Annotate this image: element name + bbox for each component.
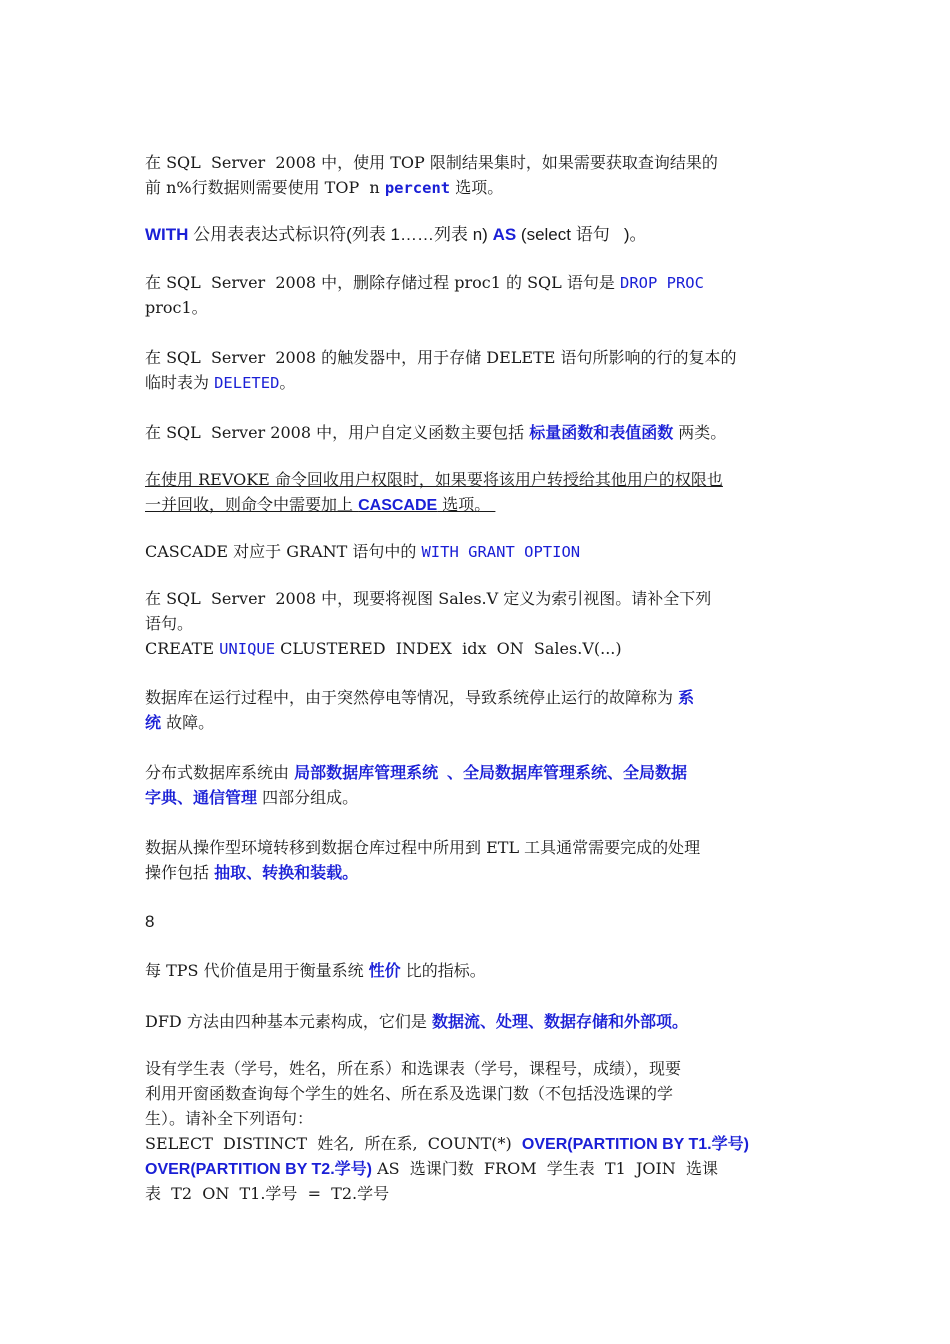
answer-text: 局部数据库管理系统 、全局数据库管理系统、全局数据 bbox=[294, 765, 687, 782]
question-line bbox=[145, 1131, 825, 1156]
answer-text: DROP PROC bbox=[619, 274, 704, 292]
question-deleted-table bbox=[145, 345, 825, 395]
question-tps bbox=[145, 958, 825, 983]
question-line bbox=[145, 270, 825, 295]
question-indexed-view bbox=[145, 586, 825, 661]
question-line bbox=[145, 222, 825, 247]
question-text: CREATE bbox=[145, 639, 220, 658]
answer-text: OVER(PARTITION BY T2.学号) bbox=[145, 1161, 372, 1178]
question-line bbox=[145, 785, 825, 810]
question-text: CASCADE 对应于 GRANT 语句中的 bbox=[145, 542, 422, 561]
question-line: 在使用 REVOKE 命令回收用户权限时，如果要将该用户转授给其他用户的权限也 bbox=[145, 470, 723, 489]
question-line bbox=[145, 539, 825, 564]
question-text: AS 选课门数 FROM 学生表 T1 JOIN 选课 bbox=[371, 1159, 718, 1178]
question-text: SELECT DISTINCT 姓名, 所在系, COUNT(*) bbox=[145, 1134, 522, 1153]
question-text: 分布式数据库系统由 bbox=[145, 763, 295, 782]
question-line: proc1。 bbox=[145, 298, 208, 317]
question-line: 在 SQL Server 2008 中，现要将视图 Sales.V 定义为索引视图。请补全下列 bbox=[145, 589, 712, 608]
question-text: 一并回收，则命令中需要加上 bbox=[145, 495, 359, 514]
question-line bbox=[145, 420, 825, 445]
question-text: CLUSTERED INDEX idx ON Sales.V(...) bbox=[275, 639, 622, 658]
answer-text: 统 bbox=[145, 715, 162, 732]
question-etl bbox=[145, 835, 825, 885]
question-line bbox=[145, 860, 825, 885]
question-text: 故障。 bbox=[161, 713, 215, 732]
question-line bbox=[145, 958, 825, 983]
question-line: 在 SQL Server 2008 中，使用 TOP 限制结果集时，如果需要获取查询结果的 bbox=[145, 153, 718, 172]
question-text: (select 语句 )。 bbox=[516, 225, 647, 244]
question-line: 语句。 bbox=[145, 614, 194, 633]
question-text: 在 SQL Server 2008 中，删除存储过程 proc1 的 SQL 语句是 bbox=[145, 273, 620, 292]
question-line bbox=[145, 710, 825, 735]
question-text: 公用表表达式标识符(列表 1……列表 n) bbox=[188, 225, 493, 244]
question-line: 数据从操作型环境转移到数据仓库过程中所用到 ETL 工具通常需要完成的处理 bbox=[145, 838, 701, 857]
answer-text: 抽取、转换和装载。 bbox=[214, 865, 359, 882]
question-top-percent bbox=[145, 150, 825, 200]
question-line bbox=[145, 370, 825, 395]
question-drop-proc bbox=[145, 270, 825, 320]
answer-text: WITH GRANT OPTION bbox=[421, 543, 581, 561]
question-line: 在 SQL Server 2008 的触发器中，用于存储 DELETE 语句所影响的行的复本的 bbox=[145, 348, 737, 367]
question-window-function bbox=[145, 1056, 825, 1206]
question-system-failure bbox=[145, 685, 825, 735]
question-distributed-db bbox=[145, 760, 825, 810]
answer-text: 标量函数和表值函数 bbox=[529, 425, 674, 442]
question-text: 临时表为 bbox=[145, 373, 215, 392]
question-text: 操作包括 bbox=[145, 863, 215, 882]
answer-text: UNIQUE bbox=[219, 640, 276, 658]
answer-text: OVER(PARTITION BY T1.学号) bbox=[521, 1136, 749, 1153]
answer-text: 字典、通信管理 bbox=[145, 790, 258, 807]
question-text: 比的指标。 bbox=[400, 961, 486, 980]
answer-text: AS bbox=[492, 225, 517, 244]
item-number bbox=[145, 909, 825, 934]
question-line bbox=[145, 492, 825, 517]
question-text: 每 TPS 代价值是用于衡量系统 bbox=[145, 961, 369, 980]
question-text: 前 n%行数据则需要使用 TOP n bbox=[145, 178, 385, 197]
question-text: 两类。 bbox=[673, 423, 727, 442]
answer-text: 数据流、处理、数据存储和外部项。 bbox=[431, 1014, 688, 1031]
question-line bbox=[145, 636, 825, 661]
question-udf-types bbox=[145, 420, 825, 445]
question-line: 利用开窗函数查询每个学生的姓名、所在系及选课门数（不包括没选课的学 bbox=[145, 1084, 674, 1103]
question-text: 在 SQL Server 2008 中，用户自定义函数主要包括 bbox=[145, 423, 530, 442]
question-line bbox=[145, 685, 825, 710]
question-dfd bbox=[145, 1009, 825, 1034]
answer-text: percent bbox=[384, 179, 451, 197]
answer-text: DELETED bbox=[214, 374, 280, 392]
question-line bbox=[145, 175, 825, 200]
question-text: 四部分组成。 bbox=[257, 788, 359, 807]
question-cascade-grant bbox=[145, 539, 825, 564]
answer-text: 性价 bbox=[368, 963, 401, 980]
question-line: 生）。请补全下列语句： bbox=[145, 1109, 314, 1128]
question-line bbox=[145, 1156, 825, 1181]
question-text: 选项。 bbox=[450, 178, 504, 197]
question-cte-syntax bbox=[145, 222, 825, 247]
question-revoke-cascade bbox=[145, 467, 825, 517]
question-text: 数据库在运行过程中，由于突然停电等情况，导致系统停止运行的故障称为 bbox=[145, 688, 679, 707]
question-text: 。 bbox=[279, 373, 296, 392]
question-line bbox=[145, 1009, 825, 1034]
question-line bbox=[145, 760, 825, 785]
number-text: 8 bbox=[145, 912, 155, 931]
question-line: 表 T2 ON T1.学号 = T2.学号 bbox=[145, 1184, 390, 1203]
answer-text: WITH bbox=[145, 225, 189, 244]
question-line: 设有学生表（学号，姓名，所在系）和选课表（学号，课程号，成绩），现要 bbox=[145, 1059, 682, 1078]
answer-text: 系 bbox=[678, 690, 695, 707]
answer-text: CASCADE bbox=[358, 497, 438, 514]
question-text: 选项。 bbox=[437, 495, 496, 514]
question-text: DFD 方法由四种基本元素构成，它们是 bbox=[145, 1012, 432, 1031]
